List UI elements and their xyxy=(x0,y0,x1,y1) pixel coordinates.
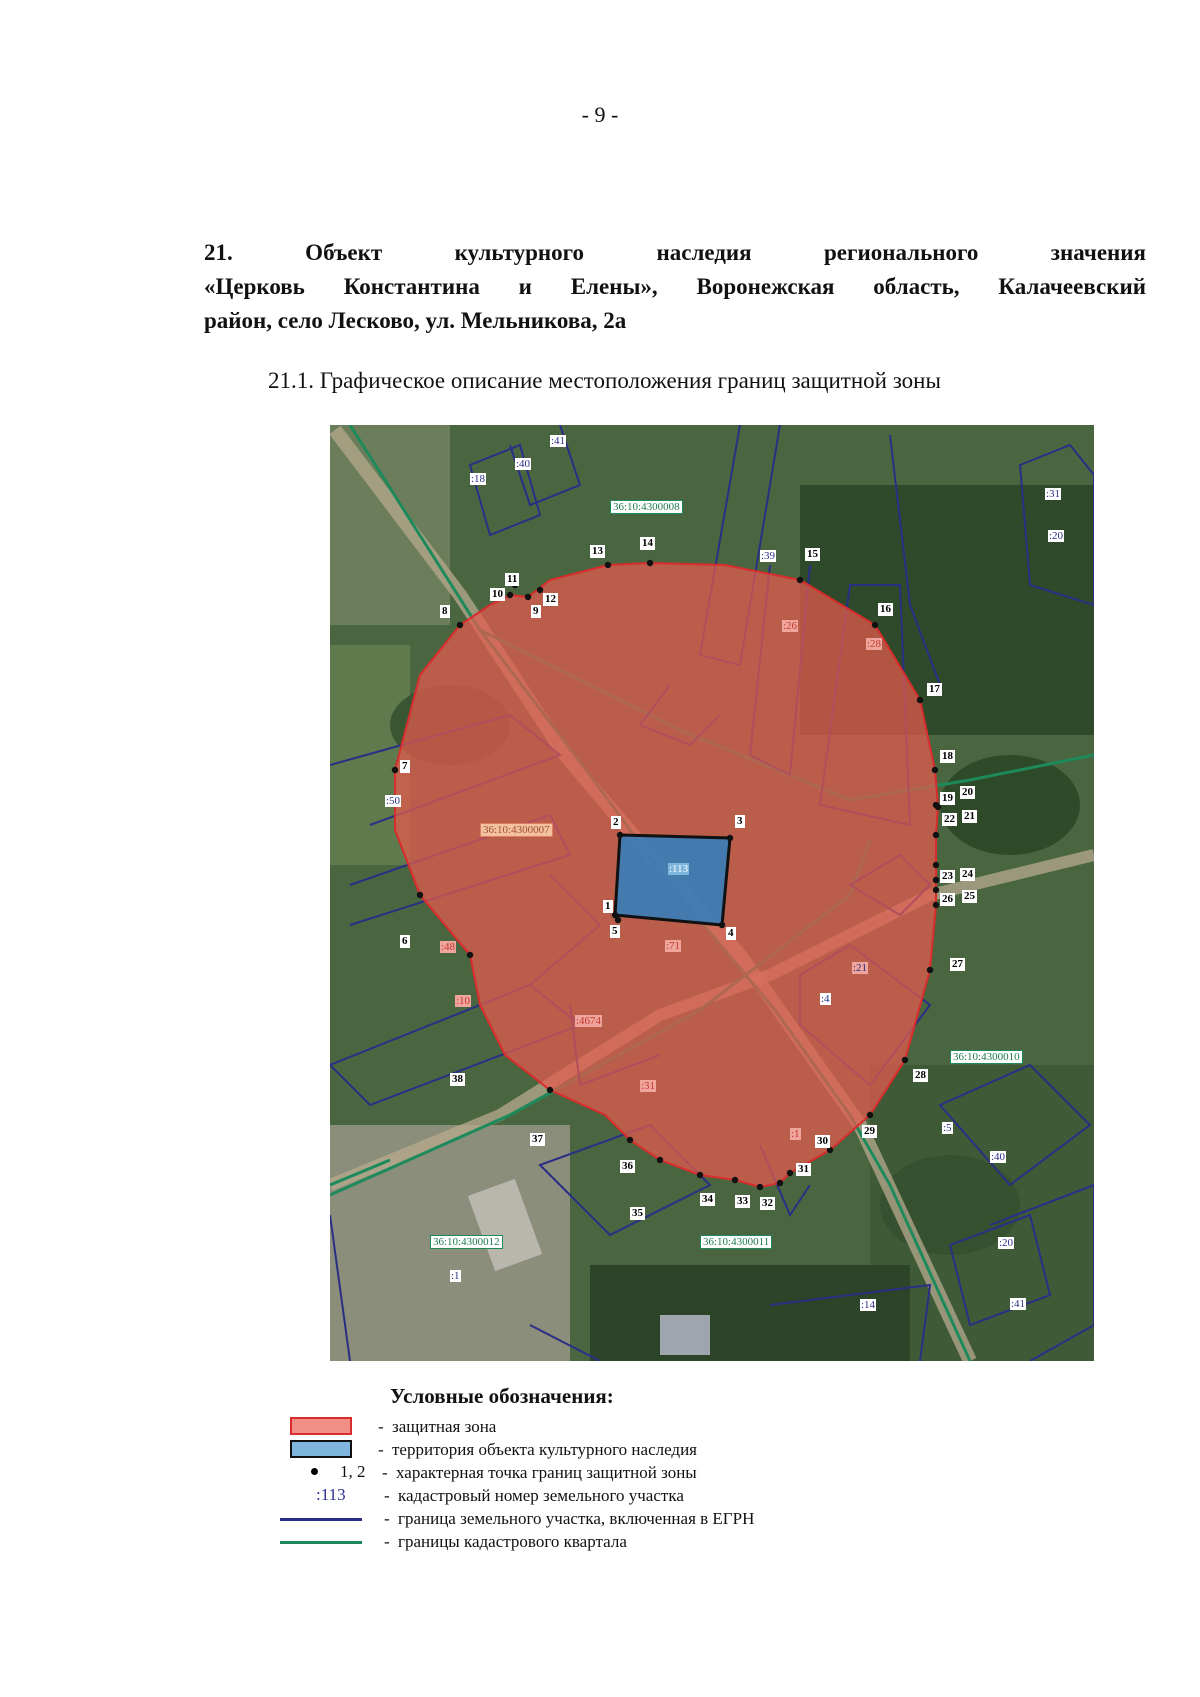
boundary-point-label: 7 xyxy=(402,760,408,772)
parcel-number-label: :40 xyxy=(991,1151,1006,1163)
boundary-point-label: 17 xyxy=(929,683,940,695)
boundary-point-label: 19 xyxy=(942,792,953,804)
parcel-number-label: :48 xyxy=(441,941,456,953)
boundary-point-label: 1 xyxy=(605,900,611,912)
legend-label: характерная точка границ защитной зоны xyxy=(396,1463,697,1482)
parcel-number-label: :31 xyxy=(641,1080,656,1092)
cadastral-quarter-label: 36:10:4300011 xyxy=(700,1235,772,1249)
cadastral-quarter-label: 36:10:4300007 xyxy=(480,823,553,837)
parcel-number-label: :4 xyxy=(821,993,830,1005)
legend-dash: - xyxy=(378,1440,384,1459)
boundary-point-label: 37 xyxy=(532,1133,543,1145)
boundary-point-label: 24 xyxy=(962,868,973,880)
boundary-point-label: 11 xyxy=(507,573,518,585)
legend-label: территория объекта культурного наследия xyxy=(392,1440,697,1459)
legend-dash: - xyxy=(378,1417,384,1436)
legend-dash: - xyxy=(384,1532,390,1551)
boundary-point-label: 32 xyxy=(762,1197,773,1209)
boundary-point-label: 38 xyxy=(452,1073,463,1085)
boundary-point-label: 34 xyxy=(702,1193,713,1205)
legend-label: защитная зона xyxy=(392,1417,497,1436)
boundary-point-label: 33 xyxy=(737,1195,748,1207)
parcel-number-label: :39 xyxy=(761,550,776,562)
boundary-point-label: 18 xyxy=(942,750,953,762)
boundary-point-label: 31 xyxy=(798,1163,809,1175)
quarter-border-swatch xyxy=(280,1541,362,1544)
parcel-number-label: :41 xyxy=(1011,1298,1026,1310)
parcel-number-label: :14 xyxy=(861,1299,876,1311)
parcel-number-label: :1 xyxy=(791,1128,800,1140)
parcel-number-label: :20 xyxy=(1049,530,1064,542)
parcel-number-label: :1 xyxy=(451,1270,460,1282)
boundary-point-label: 14 xyxy=(642,537,653,549)
legend-row xyxy=(280,1531,980,1554)
boundary-point-label: 8 xyxy=(442,605,448,617)
boundary-point-label: 21 xyxy=(964,810,975,822)
boundary-point-label: 20 xyxy=(962,786,973,798)
boundary-point-label: 9 xyxy=(533,605,539,617)
boundary-point-label: 27 xyxy=(952,958,963,970)
parcel-number-label: :31 xyxy=(1046,488,1061,500)
boundary-point-label: 28 xyxy=(915,1069,926,1081)
parcel-number-label: :21 xyxy=(853,962,868,974)
legend-dash: - xyxy=(382,1463,388,1482)
code-sample-label: :113 xyxy=(316,1485,346,1504)
parcel-border-swatch xyxy=(280,1518,362,1521)
boundary-point-label: 25 xyxy=(964,890,975,902)
parcel-number-label: :26 xyxy=(783,620,798,632)
boundary-point-label: 3 xyxy=(737,815,743,827)
legend-row xyxy=(280,1416,980,1439)
boundary-point-label: 13 xyxy=(592,545,603,557)
map-labels xyxy=(330,425,1094,1361)
heading-line-1: 21. Объект культурного наследия регионального значения xyxy=(204,240,1146,265)
boundary-point-label: 16 xyxy=(880,603,891,615)
parcel-number-label: :40 xyxy=(516,458,531,470)
boundary-point-label: 15 xyxy=(807,548,818,560)
cadastral-quarter-label: 36:10:4300010 xyxy=(950,1050,1023,1064)
boundary-point-label: 22 xyxy=(944,813,955,825)
legend-row xyxy=(280,1508,980,1531)
heading-line-2: «Церковь Константина и Елены», Воронежская область, Калачеевский xyxy=(204,274,1146,299)
boundary-point-label: 12 xyxy=(545,593,556,605)
cadastral-quarter-label: 36:10:4300008 xyxy=(610,500,683,514)
boundary-point-label: 26 xyxy=(942,893,953,905)
boundary-point-label: 35 xyxy=(632,1207,643,1219)
parcel-number-label: :41 xyxy=(551,435,566,447)
subsection-title: 21.1. Графическое описание местоположения границ защитной зоны xyxy=(268,368,941,393)
parcel-number-label: :50 xyxy=(386,795,401,807)
legend xyxy=(280,1416,980,1554)
heading-line-3: район, село Лесково, ул. Мельникова, 2а xyxy=(204,308,627,333)
parcel-number-label: :18 xyxy=(471,473,486,485)
boundary-point-label: 29 xyxy=(864,1125,875,1137)
legend-label: граница земельного участка, включенная в ЕГРН xyxy=(398,1509,755,1528)
boundary-point-label: 30 xyxy=(817,1135,828,1147)
boundary-point-label: 5 xyxy=(612,925,618,937)
parcel-number-label: :28 xyxy=(867,638,882,650)
protective-zone-map xyxy=(330,425,1094,1361)
legend-title: Условные обозначения: xyxy=(390,1384,614,1408)
legend-dash: - xyxy=(384,1509,390,1528)
parcel-number-label: :10 xyxy=(456,995,471,1007)
boundary-point-label: 4 xyxy=(728,927,734,939)
point-sample-label: 1, 2 xyxy=(340,1462,366,1481)
boundary-point-label: 6 xyxy=(402,935,408,947)
legend-row xyxy=(280,1462,980,1485)
parcel-number-label: :71 xyxy=(666,940,681,952)
boundary-point-label: 23 xyxy=(942,870,953,882)
boundary-point-label: 10 xyxy=(492,588,503,600)
legend-label: кадастровый номер земельного участка xyxy=(398,1486,684,1505)
legend-row xyxy=(280,1485,980,1508)
heritage-territory-swatch xyxy=(290,1440,352,1458)
cadastral-quarter-label: 36:10:4300012 xyxy=(430,1235,503,1249)
point-symbol xyxy=(311,1468,318,1475)
legend-label: границы кадастрового квартала xyxy=(398,1532,627,1551)
parcel-number-label: :113 xyxy=(669,863,689,875)
parcel-number-label: :4674 xyxy=(576,1015,602,1027)
parcel-number-label: :5 xyxy=(943,1122,952,1134)
page-number: - 9 - xyxy=(581,102,619,127)
protective-zone-swatch xyxy=(290,1417,352,1435)
parcel-number-label: :20 xyxy=(999,1237,1014,1249)
boundary-point-label: 2 xyxy=(613,816,619,828)
legend-row xyxy=(280,1439,980,1462)
boundary-point-label: 36 xyxy=(622,1160,633,1172)
section-heading xyxy=(204,236,1146,338)
legend-dash: - xyxy=(384,1486,390,1505)
